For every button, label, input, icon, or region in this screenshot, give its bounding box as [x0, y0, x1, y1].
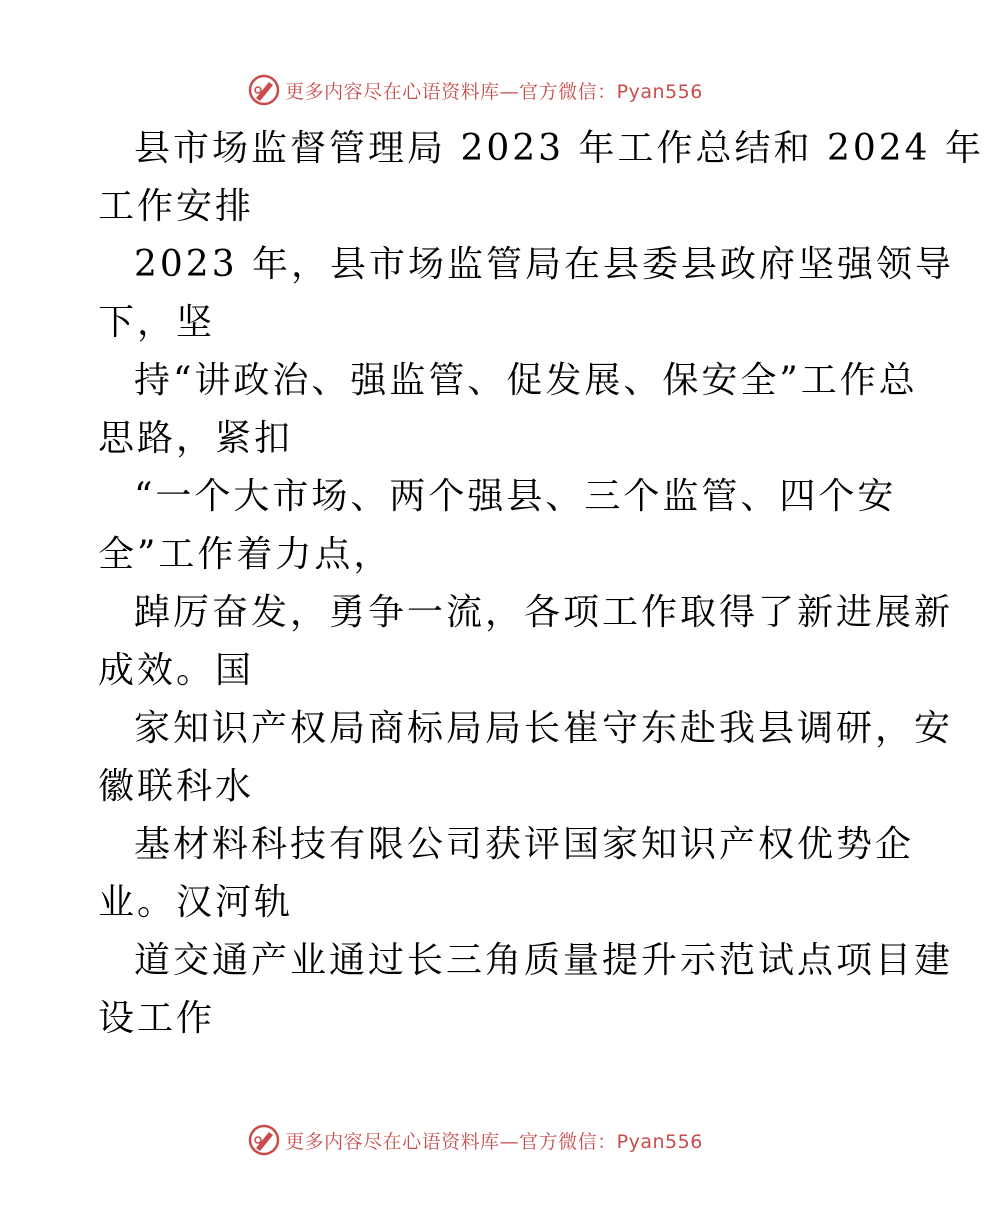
- document-title-line-1: 县市场监督管理局 2023 年工作总结和 2024 年: [134, 128, 984, 169]
- paragraph-line: 业。汉河轨: [98, 882, 294, 923]
- paragraph-line: 基材料科技有限公司获评国家知识产权优势企: [134, 824, 915, 865]
- watermark-text-cn: 更多内容尽在心语资料库—官方微信：: [285, 1130, 617, 1153]
- watermark-text: [285, 1127, 703, 1154]
- watermark-text-cn: 更多内容尽在心语资料库—官方微信：: [285, 80, 617, 103]
- paragraph-line: 家知识产权局商标局局长崔守东赴我县调研，安: [134, 708, 954, 749]
- footer-watermark: [0, 1120, 950, 1160]
- watermark-wechat-id: Pyan556: [616, 1130, 703, 1153]
- paragraph-line: “一个大市场、两个强县、三个监管、四个安: [134, 476, 897, 517]
- paragraph-line: 2023 年，县市场监管局在县委县政府坚强领导: [134, 244, 955, 285]
- paragraph-line: 踔厉奋发，勇争一流，各项工作取得了新进展新: [134, 592, 954, 633]
- paragraph-line: 徽联科水: [98, 766, 255, 807]
- paragraph-line: 持“讲政治、强监管、促发展、保安全”工作总: [134, 360, 918, 401]
- paragraph-line: 设工作: [98, 998, 216, 1039]
- document-title-line-2: 工作安排: [98, 186, 255, 227]
- paragraph-line: 下，坚: [98, 302, 216, 343]
- paragraph-line: 成效。国: [98, 650, 255, 691]
- pen-nib-circle-icon: [247, 1123, 281, 1157]
- watermark-text: [285, 77, 703, 104]
- document-body: [98, 120, 984, 1048]
- paragraph-line: 全”工作着力点，: [98, 534, 393, 575]
- pen-nib-circle-icon: [247, 73, 281, 107]
- paragraph-line: 道交通产业通过长三角质量提升示范试点项目建: [134, 940, 954, 981]
- paragraph-line: 思路，紧扣: [98, 418, 294, 459]
- header-watermark: [0, 70, 950, 110]
- watermark-wechat-id: Pyan556: [616, 80, 703, 103]
